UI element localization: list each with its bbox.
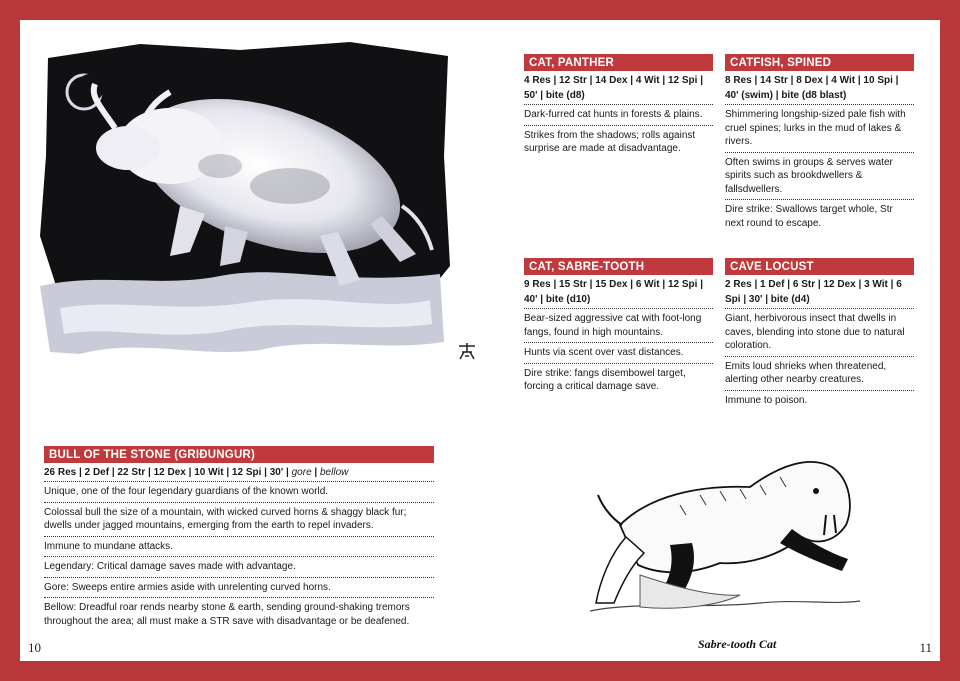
entry-stats: 8 Res | 14 Str | 8 Dex | 4 Wit | 10 Spi | 40' (swim) | bite (d8 blast) bbox=[725, 71, 914, 105]
entry-stats: 4 Res | 12 Str | 14 Dex | 4 Wit | 12 Spi | 50' | bite (d8) bbox=[524, 71, 713, 105]
stat-str: 15 Str bbox=[559, 279, 587, 290]
stat-wit: 3 Wit bbox=[864, 279, 888, 290]
stat-dex: 12 Dex bbox=[153, 467, 186, 478]
entry-line: Emits loud shrieks when threatened, alerting other nearby creatures. bbox=[725, 357, 914, 391]
stat-spi: 12 Spi bbox=[231, 467, 262, 478]
stat-attack: bite (d10) bbox=[545, 294, 591, 305]
stat-res: 4 Res bbox=[524, 75, 551, 86]
stat-dex: 14 Dex bbox=[595, 75, 628, 86]
stat-speed: 30' bbox=[269, 467, 284, 478]
stat-str: 22 Str bbox=[117, 467, 146, 478]
stat-spi: 10 Spi bbox=[863, 75, 893, 86]
stat-attack: bite (d4) bbox=[770, 294, 810, 305]
entry-stats: 26 Res | 2 Def | 22 Str | 12 Dex | 10 Wit | 12 Spi | 30' | gore | bellow bbox=[44, 463, 434, 482]
entry-cat-panther bbox=[524, 54, 713, 159]
entry-line: Hunts via scent over vast distances. bbox=[524, 343, 713, 364]
page-number-right: 11 bbox=[919, 640, 932, 655]
entry-line: Legendary: Critical damage saves made with advantage. bbox=[44, 557, 434, 578]
stat-attack: bite (d8) bbox=[545, 90, 585, 101]
entry-line: Dire strike: Swallows target whole, Str next round to escape. bbox=[725, 204, 893, 229]
sabre-tooth-illustration-svg bbox=[580, 425, 870, 625]
stat-spi: 12 Spi bbox=[667, 279, 698, 290]
sabre-tooth-illustration bbox=[580, 425, 870, 625]
stat-attack-bellow: bellow bbox=[320, 467, 349, 478]
stat-def: 1 Def bbox=[760, 279, 785, 290]
stat-def: 2 Def bbox=[84, 467, 110, 478]
stat-wit: 6 Wit bbox=[635, 279, 660, 290]
stat-wit: 4 Wit bbox=[635, 75, 660, 86]
entry-line: Colossal bull the size of a mountain, with wicked curved horns & shaggy black fur; dwells under jagged mountains, emerging from the earth to repel invaders. bbox=[44, 503, 434, 537]
stat-dex: 12 Dex bbox=[823, 279, 856, 290]
stat-dex: 8 Dex bbox=[796, 75, 823, 86]
stat-attack-gore: gore bbox=[291, 467, 312, 478]
figure-caption: Sabre-tooth Cat bbox=[698, 637, 777, 651]
stat-speed: 40' bbox=[524, 294, 538, 305]
stat-str: 6 Str bbox=[792, 279, 816, 290]
entry-catfish-spined bbox=[725, 54, 914, 233]
stat-speed: 30' bbox=[748, 294, 763, 305]
book-spread bbox=[20, 20, 940, 661]
entry-line: Bellow: Dreadful roar rends nearby stone & earth, sending ground-shaking tremors throughout the area; all must make a STR save with disadvantage or be deafened. bbox=[44, 602, 410, 627]
stat-spi: 12 Spi bbox=[667, 75, 698, 86]
stat-res: 8 Res bbox=[725, 75, 752, 86]
stat-str: 14 Str bbox=[760, 75, 788, 86]
bull-illustration-svg bbox=[20, 36, 450, 366]
stat-res: 9 Res bbox=[524, 279, 551, 290]
entry-stats: 9 Res | 15 Str | 15 Dex | 6 Wit | 12 Spi | 40' | bite (d10) bbox=[524, 275, 713, 309]
entry-line: Strikes from the shadows; rolls against surprise are made at disadvantage. bbox=[524, 129, 696, 154]
entry-line: Shimmering longship-sized pale fish with cruel spines; lurks in the mud of lakes & rivers. bbox=[725, 105, 914, 153]
entry-stats: 2 Res | 1 Def | 6 Str | 12 Dex | 3 Wit | 6 Spi | 30' | bite (d4) bbox=[725, 275, 914, 309]
stat-attack: bite (d8 blast) bbox=[781, 90, 847, 101]
entry-line: Giant, herbivorous insect that dwells in caves, blending into stone due to natural coloration. bbox=[725, 309, 914, 357]
stat-res: 2 Res bbox=[725, 279, 752, 290]
entry-line: Bear-sized aggressive cat with foot-long fangs, found in high mountains. bbox=[524, 309, 713, 343]
entry-cat-sabre-tooth bbox=[524, 258, 713, 397]
entry-title: BULL OF THE STONE (GRIÐUNGUR) bbox=[44, 446, 434, 463]
stat-res: 26 Res bbox=[44, 467, 77, 478]
bull-illustration bbox=[20, 36, 450, 366]
stat-wit: 4 Wit bbox=[831, 75, 856, 86]
page-number-left: 10 bbox=[28, 640, 41, 655]
entry-line: Immune to mundane attacks. bbox=[44, 537, 434, 558]
stat-speed: 40' (swim) bbox=[725, 90, 773, 101]
entry-line: Often swims in groups & serves water spirits such as brookdwellers & fallsdwellers. bbox=[725, 153, 914, 201]
stat-dex: 15 Dex bbox=[595, 279, 628, 290]
entry-line: Dark-furred cat hunts in forests & plains. bbox=[524, 105, 713, 126]
stat-spi: 6 Spi bbox=[725, 279, 902, 305]
entry-bull-of-the-stone bbox=[44, 446, 434, 631]
entry-title: CAT, SABRE-TOOTH bbox=[524, 258, 713, 275]
artist-signature-icon bbox=[456, 340, 478, 362]
stat-str: 12 Str bbox=[559, 75, 587, 86]
entry-line: Unique, one of the four legendary guardians of the known world. bbox=[44, 482, 434, 503]
stat-speed: 50' bbox=[524, 90, 538, 101]
entry-title: CAVE LOCUST bbox=[725, 258, 914, 275]
entry-line: Dire strike: fangs disembowel target, forcing a critical damage save. bbox=[524, 367, 686, 392]
entry-title: CATFISH, SPINED bbox=[725, 54, 914, 71]
entry-cave-locust bbox=[725, 258, 914, 410]
entry-line: Gore: Sweeps entire armies aside with unrelenting curved horns. bbox=[44, 578, 434, 599]
stat-wit: 10 Wit bbox=[194, 467, 224, 478]
entry-line: Immune to poison. bbox=[725, 394, 808, 406]
entry-title: CAT, PANTHER bbox=[524, 54, 713, 71]
